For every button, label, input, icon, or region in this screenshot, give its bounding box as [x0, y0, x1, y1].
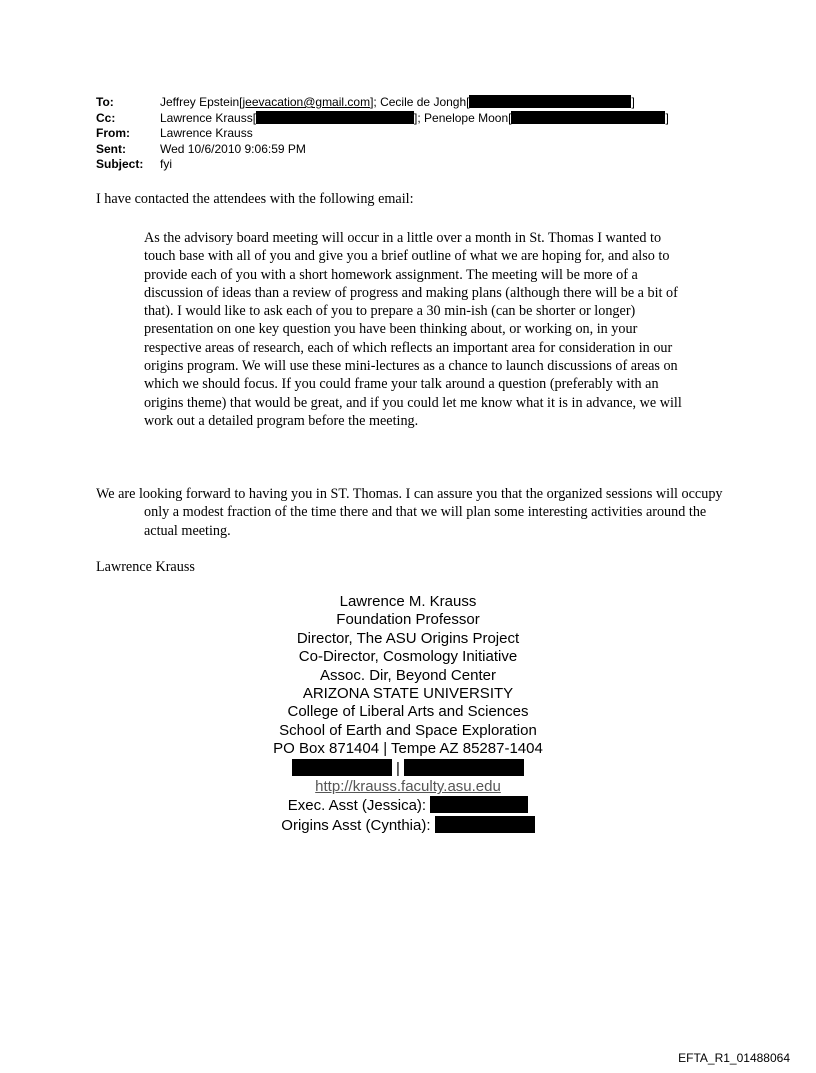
document-id: EFTA_R1_01488064	[678, 1051, 790, 1065]
signature-title: Co-Director, Cosmology Initiative	[298, 648, 518, 666]
subject-row	[96, 157, 669, 173]
from-row	[96, 126, 669, 142]
origins-asst-row	[200, 816, 616, 835]
signature-block	[200, 593, 616, 835]
cc-label: Cc:	[96, 110, 116, 125]
cc-row	[96, 111, 669, 127]
redaction-box	[469, 95, 631, 108]
website-link[interactable]: http://krauss.faculty.asu.edu	[315, 778, 501, 796]
email-header	[96, 95, 669, 173]
signature-title: Foundation Professor	[336, 611, 480, 629]
sent-value: Wed 10/6/2010 9:06:59 PM	[160, 141, 306, 156]
exec-asst-row	[200, 796, 616, 815]
subject-label: Subject:	[96, 157, 144, 171]
signature-university: ARIZONA STATE UNIVERSITY	[302, 685, 514, 703]
signature-title: Assoc. Dir, Beyond Center	[320, 666, 496, 684]
origins-asst-label: Origins Asst (Cynthia):	[281, 816, 431, 834]
to-email: jeevacation@gmail.com	[242, 95, 371, 109]
from-value: Lawrence Krauss	[160, 126, 253, 140]
sent-label: Sent:	[96, 141, 126, 156]
signature-school: School of Earth and Space Exploration	[279, 721, 537, 739]
signature-phone-row	[200, 759, 616, 778]
signature-college: College of Liberal Arts and Sciences	[287, 703, 529, 721]
intro-paragraph: I have contacted the attendees with the following email:	[96, 191, 414, 207]
redaction-box	[511, 111, 665, 124]
quoted-email: As the advisory board meeting will occur in a little over a month in St. Thomas I wanted to touch base with all of you and give you a brief outline of what we are hoping for, and also to provide each of you with a short homework assignment. The meeting will be more of a discussion of ideas than a review of progress and making plans (although there will be a bit of that). I would like to ask each of you to prepare a 30 min-ish (can be shorter or longer) presentation on one key question you have been thinking about, or working on, in your respective areas of research, each of which reflects an important area for consideration in our origins program. We will use these mini-lectures as a chance to launch discussions of areas on which we should focus. If you could frame your talk around a question (preferably with an origins theme) that would be great, and if you could let me know what it is in advance, we will work out a detailed program before the meeting.	[144, 230, 682, 429]
subject-value: fyi	[160, 157, 172, 171]
redaction-box	[430, 796, 528, 813]
phone-separator: |	[396, 759, 400, 777]
redaction-box	[292, 759, 392, 776]
redaction-box	[435, 816, 535, 833]
signoff: Lawrence Krauss	[96, 559, 195, 575]
redaction-box	[256, 111, 414, 124]
to-row	[96, 95, 669, 111]
to-value: Jeffrey Epstein[jeevacation@gmail.com]; Cecile de Jongh[ ]	[160, 95, 635, 109]
redaction-box	[404, 759, 524, 776]
from-label: From:	[96, 126, 130, 140]
sent-row	[96, 142, 669, 158]
signature-title: Director, The ASU Origins Project	[296, 629, 520, 647]
closing-paragraph: We are looking forward to having you in ST. Thomas. I can assure you that the organized sessions will occupy only a modest fraction of the time there and that we will plan some interesting activities around the actual meeting.	[96, 486, 723, 539]
signature-name: Lawrence M. Krauss	[339, 593, 477, 610]
exec-asst-label: Exec. Asst (Jessica):	[287, 797, 427, 815]
to-label: To:	[96, 95, 114, 109]
cc-value: Lawrence Krauss[ ]; Penelope Moon[ ]	[160, 110, 669, 125]
signature-address: PO Box 871404 | Tempe AZ 85287-1404	[273, 740, 543, 758]
